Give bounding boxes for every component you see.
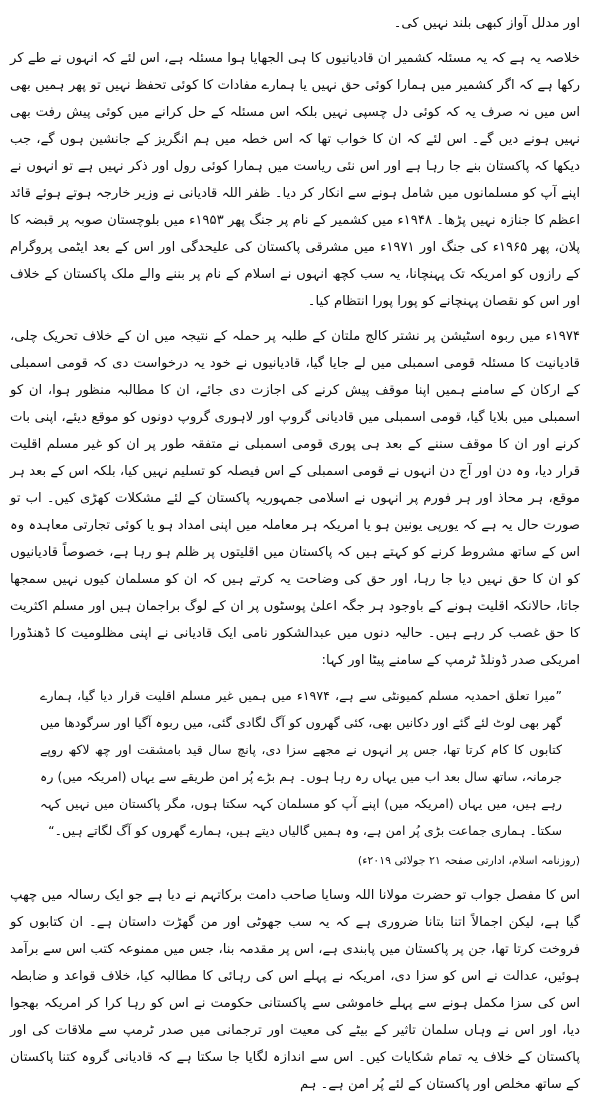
source-citation: (روزنامہ اسلام، ادارتی صفحہ ۲۱ جولائی ۲۰۱۹ء) (357, 854, 580, 867)
summary-paragraph: خلاصہ یہ ہے کہ یہ مسئلہ کشمیر ان قادیانیوں کا ہی الجھایا ہوا مسئلہ ہے، اس لئے کہ انہوں نے طے کر رکھا ہے کہ اگر کشمیر میں ہمارا کوئی حق نہیں یا ہمارے مفادات کا کوئی تحفظ نہیں تو پھر ہمیں بھی اس میں نہ صرف یہ کہ کوئی دل چسپی نہیں بلکہ اس مسئلہ کے حل کرانے میں کوئی پیش رفت بھی نہیں ہونے دیں گے۔ اس لئے کہ ان کا خواب تھا کہ اس خطہ میں ہم انگریز کے جانشین ہوں گے، جب دیکھا کہ پاکستان بنے جا رہا ہے اور اس نئی ریاست میں ہمارا کوئی رول اور ذکر نہیں ہے تو انہوں نے اپنے آپ کو مسلمانوں میں شامل ہونے سے انکار کر دیا۔ ظفر اللہ قادیانی نے وزیر خارجہ ہوتے ہوئے قائد اعظم کا جنازہ نہیں پڑھا۔ ۱۹۴۸ء میں کشمیر کے نام پر جنگ پھر ۱۹۵۳ء میں بلوچستان صوبہ پر قبضہ کا پلان، پھر ۱۹۶۵ء کی جنگ اور ۱۹۷۱ء میں مشرقی پاکستان کی علیحدگی اور اس کے بعد ایٹمی پروگرام کے رازوں کو امریکہ تک پہنچانا، یہ سب کچھ انہوں نے اسلام کے نام پر بننے والے ملک پاکستان کے خلاف اور اس کو نقصان پہنچانے کو پورا پورا انتظام کیا۔ (10, 51, 581, 309)
closing-paragraph: اس کا مفصل جواب تو حضرت مولانا اللہ وسایا صاحب دامت برکاتہم نے دیا ہے جو ایک رسالہ میں چھپ گیا ہے، لیکن اجمالاً اتنا بتانا ضروری ہے کہ یہ سب جھوٹی اور من گھڑت داستان ہے۔ ان کتابوں کو فروخت کرتا تھا، جن پر پاکستان میں پابندی ہے، اس پر مقدمہ بنا، جس میں ممنوعہ کتب اس سے برآمد ہوئیں، عدالت نے اس کو سزا دی، امریکہ نے پہلے اس کی رہائی کا مطالبہ کیا، خلاف قواعد و ضابطہ اس کی سزا مکمل ہونے سے پہلے خاموشی سے پاکستانی حکومت نے اس کو رہا کرا کر امریکہ بھجوا دیا، اور اس نے وہاں سلمان تاثیر کے بیٹے کی معیت اور ترجمانی میں صدر ٹرمپ سے ملاقات کی اور پاکستان کے خلاف یہ تمام شکایات کیں۔ اس سے اندازہ لگایا جا سکتا ہے کہ قادیانی گروہ کتنا پاکستان کے ساتھ مخلص اور پاکستان کے لئے پُر امن ہے۔ ہم (10, 888, 580, 1092)
history-paragraph: ۱۹۷۴ء میں ربوہ اسٹیشن پر نشتر کالج ملتان کے طلبہ پر حملہ کے نتیجہ میں ان کے خلاف تحریک چلی، قادیانیت کا مسئلہ قومی اسمبلی میں لے جایا گیا، قادیانیوں نے خود یہ درخواست دی کہ قومی اسمبلی کے ارکان کے سامنے ہمیں اپنا موقف پیش کرنے کی اجازت دی جائے، ان کا مطالبہ منظور ہوا، ان کو اسمبلی میں بلایا گیا، قومی اسمبلی میں قادیانی گروپ اور لاہوری گروپ دونوں کو موقع دیئے، اپنی بات کرنے اور ان کا موقف سننے کے بعد ہی پوری قومی اسمبلی نے متفقہ طور پر ان کو غیر مسلم اقلیت قرار دیا، وہ دن اور آج دن انہوں نے قومی اسمبلی کے اس فیصلہ کو تسلیم نہیں کیا، بلکہ اس کے بعد ہر موقع، ہر محاذ اور ہر فورم پر انہوں نے اسلامی جمہوریہ پاکستان کے لئے مشکلات کھڑی کیں۔ اب تو صورت حال یہ ہے کہ یورپی یونین ہو یا امریکہ ہر معاملہ میں اپنی امداد ہو یا کوئی تجارتی معاہدہ وہ اس کے ساتھ مشروط کرنے کو کہتے ہیں کہ پاکستان میں اقلیتوں پر ظلم ہو رہا ہے، خصوصاً قادیانیوں کو ان کا حق نہیں دیا جا رہا، اور حق کی وضاحت یہ کرتے ہیں کہ ان کو مسلمان کیوں نہیں سمجھا جاتا، حالانکہ اقلیت ہونے کے باوجود ہر جگہ اعلیٰ پوسٹوں پر ان کے لوگ براجمان ہیں اور مسلم اکثریت کا حق غصب کر رہے ہیں۔ حالیہ دنوں میں عبدالشکور نامی ایک قادیانی نے اپنی مظلومیت کا ڈھنڈورا امریکی صدر ڈونلڈ ٹرمپ کے سامنے پیٹا اور کہا: (10, 329, 580, 668)
document-page (10, 10, 581, 1092)
opening-line: اور مدلل آواز کبھی بلند نہیں کی۔ (393, 16, 580, 31)
block-quote: ”میرا تعلق احمدیہ مسلم کمیونٹی سے ہے، ۱۹۷۴ء میں ہمیں غیر مسلم اقلیت قرار دیا گیا، ہمارے گھر بھی لوٹ لئے گئے اور دکانیں بھی، کئی گھروں کو آگ لگادی گئی، میں ربوہ آگیا اور سرگودھا میں کتابوں کا کام کرتا تھا، جس پر انہوں نے مجھے سزا دی، پانچ سال قید بامشقت اور چھ لاکھ روپے جرمانہ، ساتھ سال بعد اب میں یہاں رہ رہا ہوں۔ ہم بڑے پُر امن طریقے سے یہاں (امریکہ میں) رہ رہے ہیں، میں یہاں (امریکہ میں) اپنے آپ کو مسلمان کہہ سکتا ہوں، مگر پاکستان میں نہیں کہہ سکتا۔ ہماری جماعت بڑی پُر امن ہے، وہ ہمیں گالیاں دیتے ہیں، ہمارے گھروں کو آگ لگاتے ہیں۔“ (40, 688, 562, 838)
